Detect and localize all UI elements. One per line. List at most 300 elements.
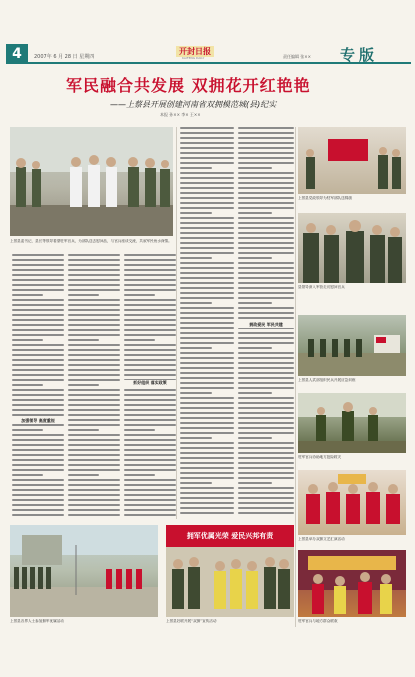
text-line [180, 132, 234, 134]
text-line [180, 252, 234, 254]
right-photo-1-scene [298, 127, 406, 194]
text-line [124, 294, 155, 296]
text-line [12, 399, 64, 401]
right-photo-2 [298, 213, 406, 283]
text-line [238, 492, 294, 494]
column-divider [176, 127, 177, 519]
text-line [124, 504, 176, 506]
text-line [124, 514, 176, 516]
text-line [180, 142, 234, 144]
main-photo-caption: 上蔡县委书记、县长等领导看望驻军官兵，为部队送去慰问品，与官兵座谈交流，共叙军民鱼水深情。 [10, 239, 172, 243]
text-line [238, 197, 294, 199]
text-line [68, 444, 120, 446]
text-line [12, 449, 64, 451]
text-line [238, 402, 294, 404]
text-line [12, 274, 64, 276]
text-line [124, 324, 176, 326]
text-column-3 [124, 254, 176, 519]
text-line [238, 222, 294, 224]
text-line [124, 389, 176, 391]
text-line [124, 394, 176, 396]
text-line [238, 467, 294, 469]
text-line [68, 499, 120, 501]
subsection-title-2: 抓好组织 落实政策 [124, 380, 176, 386]
text-line [180, 312, 234, 314]
text-line [124, 399, 176, 401]
bottom-photo-1-caption: 上蔡县各界人士参加拥军优属活动 [10, 619, 64, 623]
text-line [238, 207, 294, 209]
text-line [180, 147, 234, 149]
text-line [238, 332, 294, 334]
masthead: 开封日报 [176, 46, 214, 57]
bottom-photo-1 [10, 525, 158, 617]
text-line [124, 289, 176, 291]
text-line [12, 484, 64, 486]
text-line [238, 357, 294, 359]
text-line [68, 379, 120, 381]
text-line [238, 312, 294, 314]
text-line [68, 449, 120, 451]
text-line [238, 187, 294, 189]
text-line [124, 479, 176, 481]
text-line [238, 247, 294, 249]
text-line [12, 289, 64, 291]
text-line [124, 464, 176, 466]
text-line [124, 374, 176, 376]
text-line [12, 494, 64, 496]
text-line [238, 482, 272, 484]
text-line [124, 439, 176, 441]
text-column-1 [12, 254, 64, 519]
text-line [238, 132, 294, 134]
text-line [124, 284, 176, 286]
text-line [124, 444, 176, 446]
text-line [124, 369, 176, 371]
text-line [180, 397, 234, 399]
text-line [12, 439, 64, 441]
text-line [180, 177, 234, 179]
text-line [180, 262, 234, 264]
text-line [68, 494, 120, 496]
text-line [238, 432, 294, 434]
column-divider [295, 127, 296, 627]
text-line [12, 479, 64, 481]
text-line [12, 489, 64, 491]
text-line [180, 302, 212, 304]
bottom-photo-3 [298, 550, 406, 617]
text-line [180, 292, 234, 294]
text-line [180, 352, 234, 354]
text-line [124, 314, 176, 316]
text-line [12, 354, 64, 356]
text-line [180, 347, 212, 349]
text-line [238, 457, 294, 459]
text-line [180, 272, 234, 274]
text-line [68, 284, 120, 286]
text-line [12, 444, 64, 446]
text-line [238, 272, 294, 274]
text-line [12, 464, 64, 466]
text-line [68, 304, 120, 306]
text-line [180, 507, 234, 509]
text-line [68, 404, 120, 406]
text-line [238, 512, 294, 514]
text-line [180, 277, 234, 279]
byline: 本报 孙×× 李× 王×× [160, 112, 201, 117]
text-line [12, 254, 64, 256]
text-line [238, 302, 272, 304]
text-line [68, 459, 120, 461]
text-line [68, 254, 120, 256]
text-line [68, 439, 120, 441]
banner-text: 拥军优属光荣 爱民兴邦有责 [186, 532, 274, 540]
text-line [124, 434, 176, 436]
text-line [180, 452, 234, 454]
text-line [12, 364, 64, 366]
bottom-photo-3-scene [298, 550, 406, 617]
text-line [124, 494, 176, 496]
text-line [238, 352, 294, 354]
text-line [238, 202, 294, 204]
text-line [180, 157, 234, 159]
text-line [238, 142, 294, 144]
text-line [12, 309, 64, 311]
text-line [180, 212, 212, 214]
text-line [180, 282, 234, 284]
text-line [180, 127, 234, 129]
text-line [68, 484, 120, 486]
bottom-photo-3-caption: 驻军官兵与地方群众联欢 [298, 619, 338, 623]
text-line [12, 379, 64, 381]
right-photo-5 [298, 470, 406, 535]
text-line [180, 197, 234, 199]
text-line [12, 279, 64, 281]
text-line [12, 499, 64, 501]
text-line [124, 454, 176, 456]
text-line [238, 422, 294, 424]
text-line [238, 337, 294, 339]
text-line [238, 167, 272, 169]
text-line [238, 407, 294, 409]
text-line [12, 299, 64, 301]
text-line [238, 172, 294, 174]
text-line [180, 172, 234, 174]
text-line [12, 389, 64, 391]
text-line [180, 317, 234, 319]
text-line [124, 419, 176, 421]
text-line [180, 337, 234, 339]
text-line [180, 182, 234, 184]
text-line [68, 334, 120, 336]
text-line [12, 504, 64, 506]
text-line [12, 429, 43, 431]
text-column-2 [68, 254, 120, 519]
text-line [68, 479, 120, 481]
text-line [68, 414, 120, 416]
text-line [238, 502, 294, 504]
text-line [124, 274, 176, 276]
text-line [238, 387, 294, 389]
text-line [180, 342, 234, 344]
text-line [124, 319, 176, 321]
text-line [238, 347, 272, 349]
text-line [12, 424, 64, 426]
text-line [68, 324, 120, 326]
text-line [68, 429, 99, 431]
text-line [238, 137, 294, 139]
text-line [124, 349, 176, 351]
text-line [180, 187, 234, 189]
text-line [238, 447, 294, 449]
text-line [238, 152, 294, 154]
text-line [12, 374, 64, 376]
text-line [180, 427, 234, 429]
text-line [68, 369, 120, 371]
bottom-photo-2 [166, 525, 294, 617]
text-line [68, 434, 120, 436]
text-line [124, 469, 176, 471]
subheadline: ——上蔡县开展创建河南省双拥模范城(县)纪实 [110, 100, 277, 109]
text-line [12, 304, 64, 306]
text-line [12, 434, 64, 436]
text-column-4 [180, 127, 234, 519]
text-line [238, 157, 294, 159]
text-line [238, 437, 272, 439]
text-line [68, 264, 120, 266]
text-line [238, 237, 294, 239]
text-line [12, 384, 43, 386]
right-photo-3-caption: 上蔡县人武部组织民兵开展应急训练 [298, 378, 356, 382]
text-line [68, 354, 120, 356]
text-line [180, 462, 234, 464]
text-line [238, 417, 294, 419]
text-line [124, 329, 176, 331]
text-line [12, 394, 64, 396]
headline: 军民融合共发展 双拥花开红艳艳 [66, 76, 311, 95]
text-line [238, 182, 294, 184]
text-line [12, 329, 64, 331]
text-line [68, 259, 120, 261]
text-line [124, 459, 176, 461]
subsection-title-3: 拥政爱民 军民共建 [238, 322, 294, 328]
text-line [180, 247, 234, 249]
text-line [180, 512, 234, 514]
text-line [238, 297, 294, 299]
text-line [180, 402, 234, 404]
text-line [238, 292, 294, 294]
text-line [124, 269, 176, 271]
text-line [68, 339, 99, 341]
text-line [238, 477, 294, 479]
text-line [12, 314, 64, 316]
issue-date: 2007年 6 月 28 日 星期四 [34, 54, 95, 60]
text-line [238, 262, 294, 264]
text-line [68, 314, 120, 316]
text-line [180, 332, 234, 334]
right-photo-2-scene [298, 213, 406, 283]
text-line [238, 412, 294, 414]
right-photo-4-scene [298, 393, 406, 453]
text-line [12, 319, 64, 321]
text-line [124, 339, 155, 341]
text-line [68, 464, 120, 466]
text-line [180, 362, 234, 364]
text-line [180, 357, 234, 359]
text-line [180, 137, 234, 139]
text-line [68, 469, 120, 471]
text-line [180, 412, 234, 414]
text-line [238, 427, 294, 429]
text-line [238, 472, 294, 474]
section-title: 专版 [340, 46, 379, 64]
text-line [68, 409, 120, 411]
text-line [180, 482, 212, 484]
text-line [124, 354, 176, 356]
text-line [238, 397, 294, 399]
text-line [180, 242, 234, 244]
text-line [12, 259, 64, 261]
right-photo-3 [298, 315, 406, 376]
text-line [68, 474, 99, 476]
text-line [180, 237, 234, 239]
right-photo-3-scene [298, 315, 406, 376]
text-line [68, 329, 120, 331]
text-line [238, 147, 294, 149]
text-line [12, 284, 64, 286]
text-line [68, 394, 120, 396]
text-line [180, 472, 234, 474]
text-line [180, 192, 234, 194]
text-line [12, 409, 64, 411]
text-line [180, 202, 234, 204]
text-line [68, 349, 120, 351]
text-line [238, 382, 294, 384]
text-line [238, 252, 294, 254]
text-line [124, 279, 176, 281]
text-line [238, 217, 294, 219]
text-line [12, 369, 64, 371]
text-line [180, 492, 234, 494]
text-line [68, 489, 120, 491]
text-line [12, 344, 64, 346]
text-line [68, 364, 120, 366]
text-line [180, 152, 234, 154]
text-line [124, 404, 176, 406]
text-line [124, 309, 176, 311]
text-line [238, 277, 294, 279]
text-line [238, 392, 272, 394]
text-line [68, 294, 99, 296]
right-photo-5-caption: 上蔡县举办双拥文艺汇演活动 [298, 537, 345, 541]
text-line [68, 374, 120, 376]
text-line [12, 349, 64, 351]
text-line [238, 127, 294, 129]
masthead-subtitle: KAIFENG DAILY [182, 56, 205, 60]
text-line [180, 442, 234, 444]
text-line [180, 487, 234, 489]
right-photo-5-scene [298, 470, 406, 535]
text-line [180, 372, 234, 374]
text-line [180, 217, 234, 219]
text-line [180, 497, 234, 499]
text-line [124, 259, 176, 261]
text-line [180, 502, 234, 504]
text-line [124, 364, 176, 366]
bottom-photo-2-caption: 上蔡县妇联开展“双拥”宣传活动 [166, 619, 217, 623]
text-line [180, 377, 234, 379]
main-photo [10, 127, 173, 236]
text-line [180, 367, 234, 369]
text-line [180, 422, 234, 424]
text-line [180, 417, 234, 419]
text-line [68, 514, 120, 516]
text-line [238, 177, 294, 179]
text-line [180, 387, 234, 389]
text-line [124, 499, 176, 501]
text-line [180, 167, 212, 169]
text-line [12, 294, 43, 296]
text-line [124, 474, 155, 476]
text-line [68, 309, 120, 311]
text-line [68, 269, 120, 271]
text-line [12, 414, 64, 416]
text-line [238, 287, 294, 289]
text-line [180, 447, 234, 449]
text-line [124, 304, 176, 306]
text-line [124, 489, 176, 491]
subsection-title-1: 加强领导 高度重视 [12, 418, 64, 424]
text-line [238, 242, 294, 244]
text-line [124, 484, 176, 486]
text-line [180, 432, 234, 434]
text-line [68, 299, 120, 301]
text-line [124, 409, 176, 411]
text-line [180, 327, 234, 329]
text-line [124, 334, 176, 336]
text-line [238, 317, 294, 319]
text-line [68, 389, 120, 391]
text-line [180, 307, 234, 309]
text-line [238, 452, 294, 454]
text-line [238, 212, 272, 214]
text-line [238, 232, 294, 234]
text-line [68, 509, 120, 511]
page-number: 4 [6, 44, 28, 64]
text-line [68, 274, 120, 276]
text-line [180, 297, 234, 299]
main-photo-figures [10, 127, 173, 236]
text-line [238, 487, 294, 489]
text-line [238, 442, 294, 444]
text-line [238, 227, 294, 229]
text-line [180, 267, 234, 269]
text-line [238, 162, 294, 164]
text-line [124, 254, 176, 256]
text-line [124, 344, 176, 346]
text-line [180, 382, 234, 384]
bottom-photo-1-scene [10, 525, 158, 617]
text-line [180, 227, 234, 229]
editor-credit: 责任编辑 张×× [283, 54, 311, 59]
text-line [124, 449, 176, 451]
text-line [238, 342, 294, 344]
text-line [180, 467, 234, 469]
text-line [68, 359, 120, 361]
right-photo-1 [298, 127, 406, 194]
text-line [180, 222, 234, 224]
text-line [180, 257, 212, 259]
text-line [12, 454, 64, 456]
